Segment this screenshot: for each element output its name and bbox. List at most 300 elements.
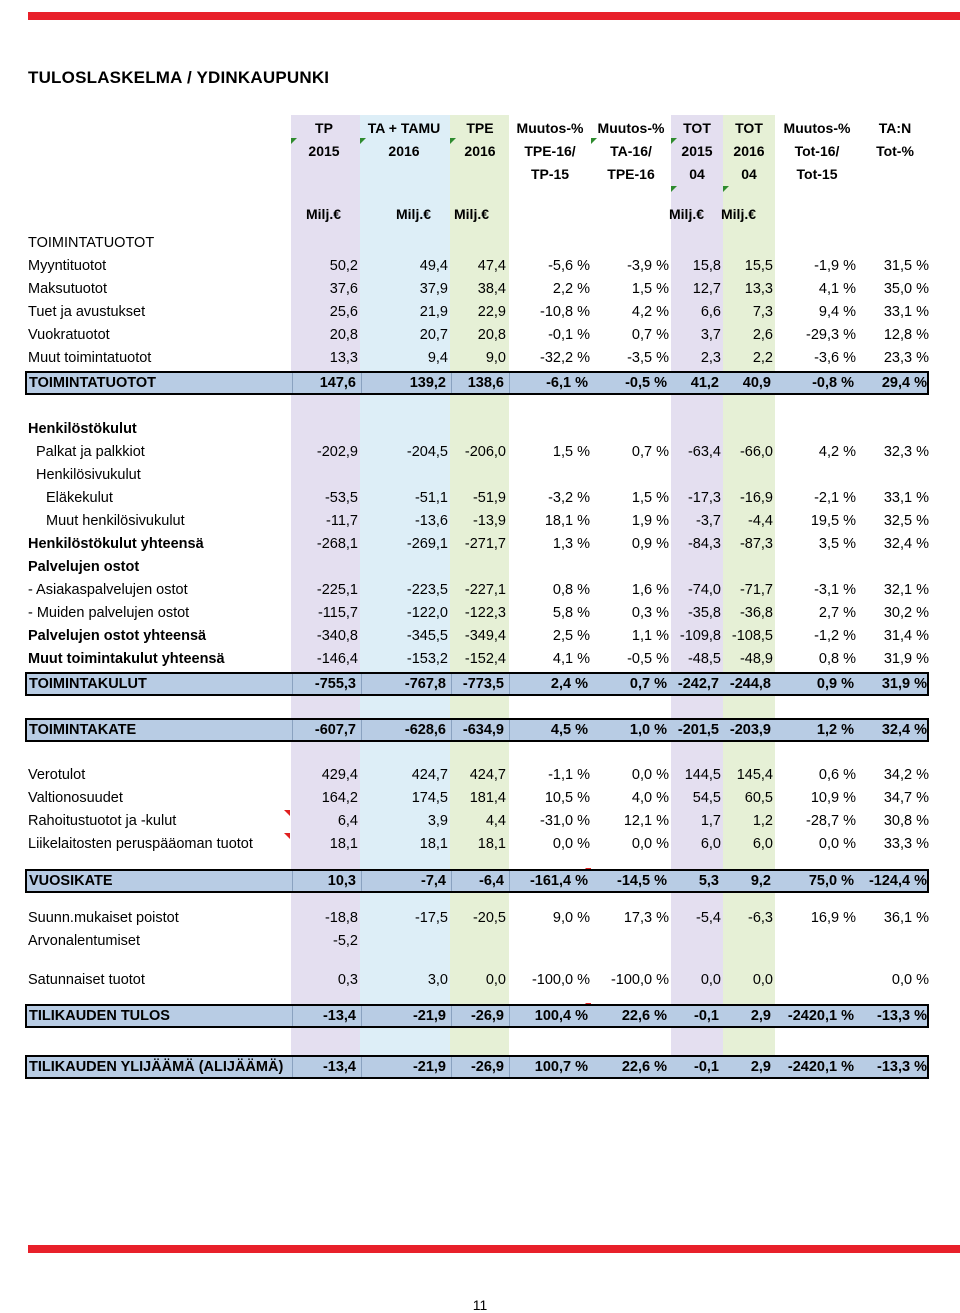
value-cell: 9,2 xyxy=(750,873,771,889)
value-cell: 1,5 % xyxy=(552,444,590,460)
value-cell: 4,1 % xyxy=(552,651,590,667)
cell-divider xyxy=(509,1006,510,1026)
value-cell: -63,4 xyxy=(687,444,721,460)
value-cell: 29,4 % xyxy=(881,375,927,391)
value-cell: 9,4 % xyxy=(818,304,856,320)
column-header: Muutos-% xyxy=(516,120,584,136)
section-heading: TOIMINTATUOTOT xyxy=(28,235,155,251)
value-cell: -0,1 % xyxy=(548,327,590,343)
row-label: Myyntituotot xyxy=(28,258,107,274)
value-cell: 2,6 xyxy=(752,327,773,343)
value-cell: 0,6 % xyxy=(818,767,856,783)
unit-label: Milj.€ xyxy=(396,206,432,222)
table-row xyxy=(26,510,930,533)
row-label: TOIMINTAKULUT xyxy=(29,676,147,692)
value-cell: 31,5 % xyxy=(883,258,929,274)
value-cell: 17,3 % xyxy=(623,910,669,926)
value-cell: 0,9 % xyxy=(631,536,669,552)
value-cell: -71,7 xyxy=(739,582,773,598)
column-header: 2016 xyxy=(733,143,765,159)
value-cell: 1,5 % xyxy=(631,490,669,506)
value-cell: 9,0 % xyxy=(552,910,590,926)
value-cell: 138,6 xyxy=(467,375,504,391)
value-cell: 3,5 % xyxy=(818,536,856,552)
value-cell: -20,5 xyxy=(472,910,506,926)
value-cell: 10,5 % xyxy=(544,790,590,806)
column-header: 04 xyxy=(741,166,757,182)
row-label: Muut toimintakulut yhteensä xyxy=(28,651,225,667)
row-label: VUOSIKATE xyxy=(29,873,113,889)
value-cell: 1,0 % xyxy=(629,722,667,738)
value-cell: -634,9 xyxy=(462,722,504,738)
value-cell: -5,4 xyxy=(696,910,721,926)
column-header: TP-15 xyxy=(530,166,570,182)
cell-divider xyxy=(361,674,362,694)
value-cell: -146,4 xyxy=(316,651,358,667)
row-label: Rahoitustuotot ja -kulut xyxy=(28,813,177,829)
row-label: Muut toimintatuotot xyxy=(28,350,152,366)
column-header: TA-16/ xyxy=(610,143,652,159)
value-cell: 147,6 xyxy=(319,375,356,391)
value-cell: 21,9 xyxy=(419,304,448,320)
column-header: TA + TAMU xyxy=(367,120,441,136)
value-cell: 15,5 xyxy=(744,258,773,274)
value-cell: 0,8 % xyxy=(552,582,590,598)
value-cell: -122,0 xyxy=(406,605,448,621)
value-cell: 18,1 xyxy=(419,836,448,852)
value-cell: 60,5 xyxy=(744,790,773,806)
total-row xyxy=(25,371,929,395)
value-cell: 2,9 xyxy=(750,1059,771,1075)
value-cell: -124,4 % xyxy=(868,873,927,889)
value-cell: -11,7 xyxy=(326,513,358,529)
value-cell: 20,8 xyxy=(477,327,506,343)
table-row xyxy=(26,810,930,833)
value-cell: 22,6 % xyxy=(621,1008,667,1024)
value-cell: -227,1 xyxy=(464,582,506,598)
value-cell: -36,8 xyxy=(739,605,773,621)
value-cell: 18,1 xyxy=(329,836,358,852)
value-cell: -0,8 % xyxy=(812,375,854,391)
value-cell: 31,4 % xyxy=(883,628,929,644)
bottom-red-bar xyxy=(28,1245,960,1253)
value-cell: -2420,1 % xyxy=(787,1008,854,1024)
value-cell: 10,9 % xyxy=(810,790,856,806)
value-cell: 1,1 % xyxy=(631,628,669,644)
value-cell: 181,4 xyxy=(469,790,506,806)
page-number: 11 xyxy=(472,1297,488,1313)
value-cell: 1,2 xyxy=(752,813,773,829)
value-cell: -0,5 % xyxy=(627,651,669,667)
cell-divider xyxy=(509,373,510,393)
value-cell: -755,3 xyxy=(314,676,356,692)
value-cell: 13,3 xyxy=(744,281,773,297)
cell-divider xyxy=(361,1006,362,1026)
value-cell: 47,4 xyxy=(477,258,506,274)
value-cell: 30,8 % xyxy=(883,813,929,829)
value-cell: 12,8 % xyxy=(883,327,929,343)
cell-divider xyxy=(292,1057,293,1077)
value-cell: 0,0 % xyxy=(552,836,590,852)
comment-marker xyxy=(591,138,597,144)
value-cell: 20,8 xyxy=(329,327,358,343)
value-cell: 0,0 xyxy=(485,972,506,988)
row-label: Tuet ja avustukset xyxy=(28,304,146,320)
value-cell: 424,7 xyxy=(411,767,448,783)
value-cell: -35,8 xyxy=(687,605,721,621)
value-cell: -152,4 xyxy=(464,651,506,667)
value-cell: -1,1 % xyxy=(548,767,590,783)
table-row xyxy=(26,930,930,953)
value-cell: -21,9 xyxy=(412,1008,446,1024)
value-cell: -6,4 xyxy=(479,873,504,889)
value-cell: 139,2 xyxy=(409,375,446,391)
column-header: Tot-15 xyxy=(796,166,838,182)
table-row xyxy=(26,579,930,602)
table-row xyxy=(26,764,930,787)
value-cell: -28,7 % xyxy=(806,813,856,829)
value-cell: -204,5 xyxy=(406,444,448,460)
value-cell: -48,9 xyxy=(739,651,773,667)
value-cell: 18,1 xyxy=(477,836,506,852)
value-cell: -607,7 xyxy=(314,722,356,738)
column-header: 2015 xyxy=(681,143,713,159)
value-cell: 3,7 xyxy=(700,327,721,343)
value-cell: -201,5 xyxy=(677,722,719,738)
value-cell: -13,9 xyxy=(472,513,506,529)
value-cell: 19,5 % xyxy=(810,513,856,529)
value-cell: -51,9 xyxy=(472,490,506,506)
cell-divider xyxy=(361,1057,362,1077)
table-row xyxy=(26,487,930,510)
value-cell: 0,9 % xyxy=(816,676,854,692)
table-row xyxy=(26,907,930,930)
value-cell: -32,2 % xyxy=(540,350,590,366)
value-cell: 34,2 % xyxy=(883,767,929,783)
value-cell: 2,9 xyxy=(750,1008,771,1024)
value-cell: 4,4 xyxy=(485,813,506,829)
value-cell: -16,9 xyxy=(739,490,773,506)
table-row xyxy=(26,833,930,856)
table-row xyxy=(26,301,930,324)
unit-label: Milj.€ xyxy=(669,206,705,222)
value-cell: 32,3 % xyxy=(883,444,929,460)
value-cell: 145,4 xyxy=(736,767,773,783)
value-cell: -13,4 xyxy=(322,1059,356,1075)
column-header: TPE-16 xyxy=(607,166,655,182)
total-row xyxy=(25,869,929,893)
value-cell: 6,6 xyxy=(700,304,721,320)
table-row xyxy=(26,625,930,648)
section-heading: Henkilöstökulut xyxy=(28,421,137,437)
value-cell: 174,5 xyxy=(411,790,448,806)
column-header: TOT xyxy=(683,120,711,136)
value-cell: 0,8 % xyxy=(818,651,856,667)
value-cell: -17,5 xyxy=(414,910,448,926)
value-cell: 4,1 % xyxy=(818,281,856,297)
column-header: TOT xyxy=(735,120,763,136)
value-cell: 54,5 xyxy=(692,790,721,806)
value-cell: -349,4 xyxy=(464,628,506,644)
value-cell: -3,1 % xyxy=(814,582,856,598)
value-cell: 1,5 % xyxy=(631,281,669,297)
value-cell: 4,5 % xyxy=(550,722,588,738)
value-cell: 40,9 xyxy=(742,375,771,391)
row-label: - Muiden palvelujen ostot xyxy=(28,605,190,621)
value-cell: -21,9 xyxy=(412,1059,446,1075)
row-label: Eläkekulut xyxy=(46,490,113,506)
value-cell: 2,2 % xyxy=(552,281,590,297)
value-cell: 100,7 % xyxy=(534,1059,588,1075)
value-cell: -74,0 xyxy=(687,582,721,598)
value-cell: 15,8 xyxy=(692,258,721,274)
row-label: Henkilöstökulut yhteensä xyxy=(28,536,204,552)
column-header: TPE-16/ xyxy=(524,143,576,159)
unit-label: Milj.€ xyxy=(454,206,490,222)
value-cell: 12,1 % xyxy=(623,813,669,829)
value-cell: -244,8 xyxy=(729,676,771,692)
value-cell: -48,5 xyxy=(687,651,721,667)
comment-marker xyxy=(671,186,677,192)
value-cell: 32,1 % xyxy=(883,582,929,598)
value-cell: -26,9 xyxy=(470,1059,504,1075)
comment-marker xyxy=(450,138,456,144)
value-cell: -13,6 xyxy=(414,513,448,529)
value-cell: 0,0 % xyxy=(891,972,929,988)
value-cell: -5,2 xyxy=(333,933,358,949)
total-row xyxy=(25,672,929,696)
value-cell: 0,7 % xyxy=(629,676,667,692)
value-cell: -628,6 xyxy=(404,722,446,738)
value-cell: 5,3 xyxy=(698,873,719,889)
total-row xyxy=(25,718,929,742)
value-cell: 100,4 % xyxy=(534,1008,588,1024)
value-cell: -1,9 % xyxy=(814,258,856,274)
value-cell: -84,3 xyxy=(687,536,721,552)
row-label: - Asiakaspalvelujen ostot xyxy=(28,582,188,598)
table-row xyxy=(26,648,930,671)
cell-divider xyxy=(509,1057,510,1077)
value-cell: 20,7 xyxy=(419,327,448,343)
table-row xyxy=(26,602,930,625)
value-cell: -13,3 % xyxy=(877,1059,927,1075)
total-row xyxy=(25,1055,929,1079)
row-label: TOIMINTATUOTOT xyxy=(29,375,156,391)
value-cell: 0,3 xyxy=(337,972,358,988)
table-row xyxy=(26,533,930,556)
value-cell: -0,5 % xyxy=(625,375,667,391)
value-cell: 22,6 % xyxy=(621,1059,667,1075)
value-cell: -6,1 % xyxy=(546,375,588,391)
value-cell: -87,3 xyxy=(739,536,773,552)
value-cell: -100,0 % xyxy=(610,972,669,988)
value-cell: 75,0 % xyxy=(808,873,854,889)
table-row xyxy=(26,441,930,464)
total-row xyxy=(25,1004,929,1028)
value-cell: 429,4 xyxy=(321,767,358,783)
row-label: TOIMINTAKATE xyxy=(29,722,137,738)
page-title: TULOSLASKELMA / YDINKAUPUNKI xyxy=(28,68,330,87)
cell-divider xyxy=(361,373,362,393)
value-cell: 33,1 % xyxy=(883,304,929,320)
value-cell: -10,8 % xyxy=(540,304,590,320)
value-cell: -31,0 % xyxy=(540,813,590,829)
value-cell: -2420,1 % xyxy=(787,1059,854,1075)
value-cell: -203,9 xyxy=(729,722,771,738)
comment-marker xyxy=(291,138,297,144)
column-header: Tot-% xyxy=(876,143,914,159)
value-cell: 1,2 % xyxy=(816,722,854,738)
cell-divider xyxy=(509,871,510,891)
value-cell: 32,4 % xyxy=(881,722,927,738)
value-cell: -3,9 % xyxy=(627,258,669,274)
value-cell: 0,0 xyxy=(700,972,721,988)
value-cell: 5,8 % xyxy=(552,605,590,621)
value-cell: 164,2 xyxy=(321,790,358,806)
value-cell: -3,5 % xyxy=(627,350,669,366)
value-cell: 33,3 % xyxy=(883,836,929,852)
column-header: Muutos-% xyxy=(783,120,851,136)
value-cell: 12,7 xyxy=(692,281,721,297)
value-cell: 4,2 % xyxy=(818,444,856,460)
value-cell: 32,4 % xyxy=(883,536,929,552)
value-cell: -225,1 xyxy=(316,582,358,598)
value-cell: 6,0 xyxy=(700,836,721,852)
value-cell: -3,7 xyxy=(696,513,721,529)
value-cell: -14,5 % xyxy=(617,873,667,889)
value-cell: 0,0 % xyxy=(818,836,856,852)
column-header: 04 xyxy=(689,166,705,182)
cell-divider xyxy=(292,720,293,740)
value-cell: -269,1 xyxy=(406,536,448,552)
row-label: Maksutuotot xyxy=(28,281,107,297)
unit-label: Milj.€ xyxy=(306,206,342,222)
table-row xyxy=(26,347,930,370)
value-cell: 424,7 xyxy=(469,767,506,783)
value-cell: -29,3 % xyxy=(806,327,856,343)
comment-marker xyxy=(671,138,677,144)
value-cell: 0,0 % xyxy=(631,836,669,852)
column-header: 2015 xyxy=(308,143,340,159)
value-cell: -5,6 % xyxy=(548,258,590,274)
value-cell: 3,0 xyxy=(427,972,448,988)
value-cell: 16,9 % xyxy=(810,910,856,926)
value-cell: -13,4 xyxy=(322,1008,356,1024)
column-header: Muutos-% xyxy=(597,120,665,136)
value-cell: 36,1 % xyxy=(883,910,929,926)
column-header: TP xyxy=(315,120,333,136)
value-cell: 50,2 xyxy=(329,258,358,274)
table-row xyxy=(26,787,930,810)
value-cell: 0,3 % xyxy=(631,605,669,621)
value-cell: 31,9 % xyxy=(883,651,929,667)
value-cell: 37,6 xyxy=(329,281,358,297)
cell-divider xyxy=(451,373,452,393)
value-cell: 10,3 xyxy=(327,873,356,889)
row-label: Arvonalentumiset xyxy=(28,933,141,949)
value-cell: -345,5 xyxy=(406,628,448,644)
value-cell: 0,7 % xyxy=(631,327,669,343)
row-label: Valtionosuudet xyxy=(28,790,123,806)
value-cell: 6,4 xyxy=(337,813,358,829)
value-cell: 33,1 % xyxy=(883,490,929,506)
cell-divider xyxy=(451,871,452,891)
value-cell: 38,4 xyxy=(477,281,506,297)
top-red-bar xyxy=(28,12,960,20)
value-cell: -161,4 % xyxy=(529,873,588,889)
table-row xyxy=(26,969,930,992)
cell-divider xyxy=(451,720,452,740)
column-header: 2016 xyxy=(388,143,420,159)
value-cell: -242,7 xyxy=(677,676,719,692)
column-header: TA:N xyxy=(878,120,912,136)
value-cell: -153,2 xyxy=(406,651,448,667)
column-header: TPE xyxy=(466,120,494,136)
value-cell: 1,6 % xyxy=(631,582,669,598)
value-cell: -2,1 % xyxy=(814,490,856,506)
row-label: TILIKAUDEN YLIJÄÄMÄ (ALIJÄÄMÄ) xyxy=(29,1059,284,1075)
value-cell: -7,4 xyxy=(421,873,446,889)
value-cell: 2,5 % xyxy=(552,628,590,644)
value-cell: 3,9 xyxy=(427,813,448,829)
table-row xyxy=(26,464,930,487)
value-cell: 9,4 xyxy=(427,350,448,366)
value-cell: -0,1 xyxy=(694,1008,719,1024)
value-cell: 2,7 % xyxy=(818,605,856,621)
value-cell: 4,2 % xyxy=(631,304,669,320)
value-cell: -206,0 xyxy=(464,444,506,460)
row-label: Suunn.mukaiset poistot xyxy=(28,910,179,926)
value-cell: 1,9 % xyxy=(631,513,669,529)
row-label: Liikelaitosten peruspääoman tuotot xyxy=(28,836,253,852)
value-cell: 25,6 xyxy=(329,304,358,320)
value-cell: 4,0 % xyxy=(631,790,669,806)
value-cell: -202,9 xyxy=(316,444,358,460)
column-header: 2016 xyxy=(464,143,496,159)
cell-divider xyxy=(451,1057,452,1077)
value-cell: -3,2 % xyxy=(548,490,590,506)
cell-divider xyxy=(292,674,293,694)
value-cell: 0,0 % xyxy=(631,767,669,783)
value-cell: 7,3 xyxy=(752,304,773,320)
table-row xyxy=(26,324,930,347)
unit-label: Milj.€ xyxy=(721,206,757,222)
comment-marker xyxy=(723,186,729,192)
value-cell: -17,3 xyxy=(687,490,721,506)
value-cell: -767,8 xyxy=(404,676,446,692)
section-heading: Palvelujen ostot xyxy=(28,559,140,575)
value-cell: -108,5 xyxy=(731,628,773,644)
comment-marker xyxy=(360,138,366,144)
value-cell: -0,1 xyxy=(694,1059,719,1075)
value-cell: -773,5 xyxy=(462,676,504,692)
value-cell: 32,5 % xyxy=(883,513,929,529)
value-cell: 22,9 xyxy=(477,304,506,320)
value-cell: -271,7 xyxy=(464,536,506,552)
row-label: Palkat ja palkkiot xyxy=(36,444,145,460)
value-cell: 35,0 % xyxy=(883,281,929,297)
value-cell: -4,4 xyxy=(748,513,773,529)
table-row xyxy=(26,255,930,278)
value-cell: 31,9 % xyxy=(881,676,927,692)
value-cell: -13,3 % xyxy=(877,1008,927,1024)
value-cell: 144,5 xyxy=(684,767,721,783)
value-cell: 18,1 % xyxy=(544,513,590,529)
cell-divider xyxy=(361,720,362,740)
value-cell: -53,5 xyxy=(324,490,358,506)
value-cell: -26,9 xyxy=(470,1008,504,1024)
value-cell: -122,3 xyxy=(464,605,506,621)
